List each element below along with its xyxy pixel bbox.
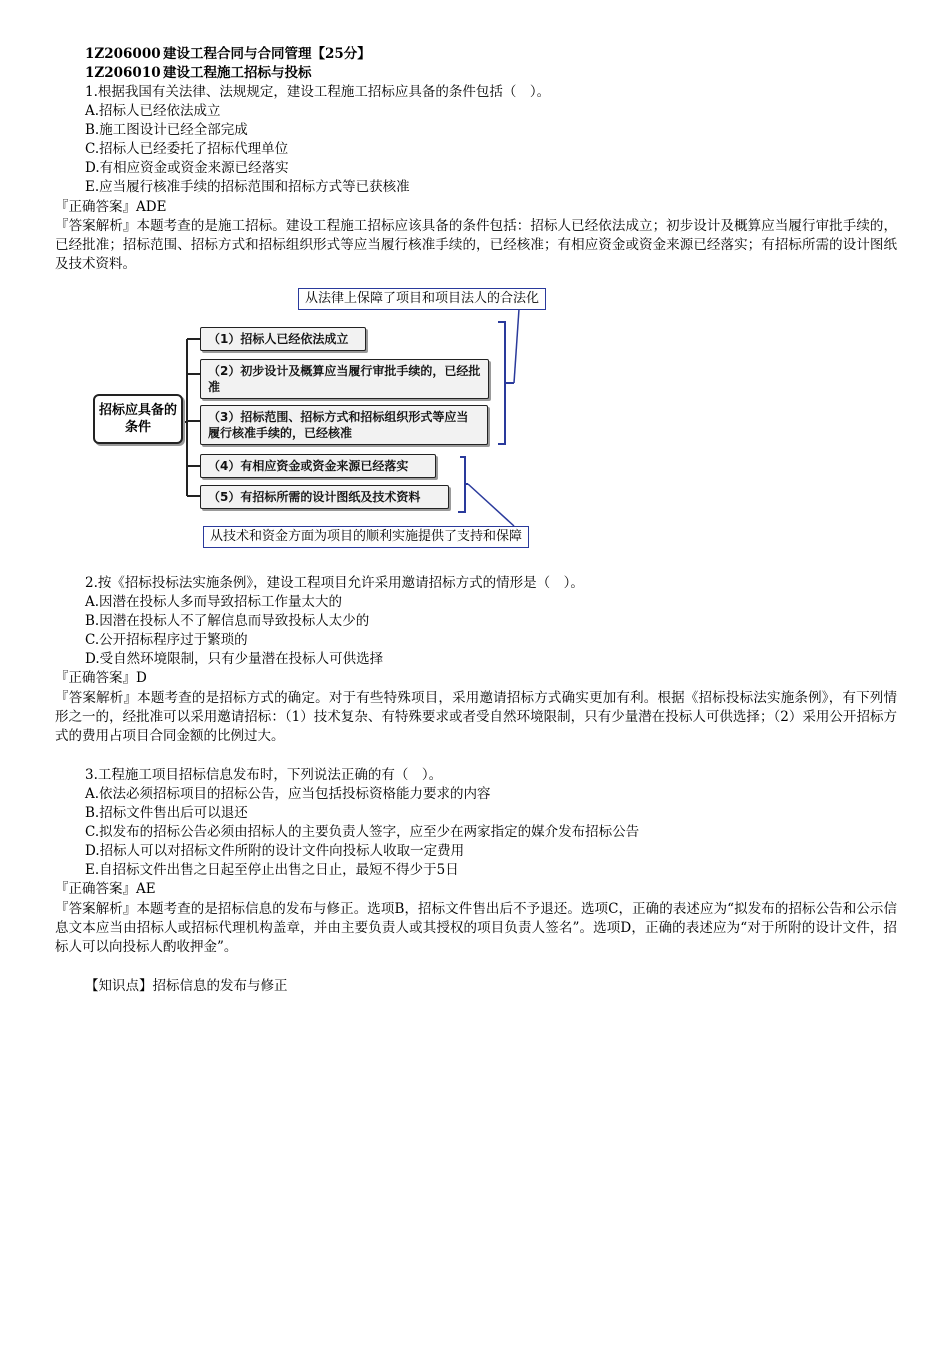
- condition-4: （4）有相应资金或资金来源已经落实: [200, 454, 436, 478]
- q1-analysis: 『答案解析』本题考查的是施工招标。建设工程施工招标应该具备的条件包括：招标人已经依法成立；初步设计及概算应当履行审批手续的，已经批准；招标范围、招标方式和招标组织形式等应当履行核准手续的，已经核准；有相应资金或资金来源已经落实；有招标所需的设计图纸及技术资料。: [55, 218, 897, 272]
- condition-2: （2）初步设计及概算应当履行审批手续的，已经批准: [200, 359, 489, 399]
- q1-answer: 『正确答案』ADE: [55, 199, 167, 215]
- bottom-bracket: [458, 457, 468, 512]
- section-title: 建设工程施工招标与投标: [163, 65, 312, 81]
- q1-option-c: C.招标人已经委托了招标代理单位: [85, 141, 289, 157]
- q2-option-d: D.受自然环境限制，只有少量潜在投标人可供选择: [85, 651, 384, 667]
- q1-option-a: A.招标人已经依法成立: [85, 103, 221, 119]
- q3-option-a: A.依法必须招标项目的招标公告，应当包括投标资格能力要求的内容: [85, 786, 491, 802]
- top-bracket-pointer: [514, 309, 519, 383]
- q2-option-a: A.因潜在投标人多而导致招标工作量太大的: [85, 594, 343, 610]
- section-code: 1Z206010: [85, 65, 161, 81]
- q3-stem: 3.工程施工项目招标信息发布时，下列说法正确的有（ ）。: [85, 767, 443, 783]
- q3-analysis: 『答案解析』本题考查的是招标信息的发布与修正。选项B，招标文件售出后不予退还。选项C，正确的表述应为“拟发布的招标公告和公示信息文本应当由招标人或招标代理机构盖章，并由主要负责人或其授权的项目负责人签名”。选项D，正确的表述应为“对于所附的设计文件，招标人可以向投标人酌收押金”。: [55, 901, 897, 955]
- q2-stem: 2.按《招标投标法实施条例》，建设工程项目允许采用邀请招标方式的情形是（ ）。: [85, 575, 584, 591]
- condition-3: （3）招标范围、招标方式和招标组织形式等应当履行核准手续的，已经核准: [200, 405, 488, 445]
- q2-answer: 『正确答案』D: [55, 670, 147, 686]
- q1-option-b: B.施工图设计已经全部完成: [85, 122, 248, 138]
- q3-option-d: D.招标人可以对招标文件所附的设计文件向投标人收取一定费用: [85, 843, 465, 859]
- tree-connector: [183, 339, 200, 496]
- q1-option-d: D.有相应资金或资金来源已经落实: [85, 160, 289, 176]
- q3-option-e: E.自招标文件出售之日起至停止出售之日止，最短不得少于5日: [85, 862, 459, 878]
- bottom-bracket-pointer: [468, 484, 514, 526]
- top-bracket: [498, 322, 514, 444]
- q1-option-e: E.应当履行核准手续的招标范围和招标方式等已获核准: [85, 179, 410, 195]
- chapter-heading: [85, 45, 371, 64]
- q3-option-b: B.招标文件售出后可以退还: [85, 805, 248, 821]
- condition-5: （5）有招标所需的设计图纸及技术资料: [200, 485, 449, 509]
- diagram-root: 招标应具备的条件: [93, 394, 183, 444]
- knowledge-point: 【知识点】招标信息的发布与修正: [85, 978, 288, 994]
- q2-option-c: C.公开招标程序过于繁琐的: [85, 632, 248, 648]
- note-legal: 从法律上保障了项目和项目法人的合法化: [298, 288, 546, 310]
- q1-stem: 1.根据我国有关法律、法规规定，建设工程施工招标应具备的条件包括（ ）。: [85, 84, 551, 100]
- q2-analysis: 『答案解析』本题考查的是招标方式的确定。对于有些特殊项目，采用邀请招标方式确实更加有利。根据《招标投标法实施条例》，有下列情形之一的，经批准可以采用邀请招标：（1）技术复杂、有特殊要求或者受自然环境限制，只有少量潜在投标人可供选择；（2）采用公开招标方式的费用占项目合同金额的比例过大。: [55, 690, 897, 744]
- condition-1: （1）招标人已经依法成立: [200, 327, 366, 351]
- note-technical: 从技术和资金方面为项目的顺利实施提供了支持和保障: [203, 526, 529, 548]
- conditions-diagram: [0, 284, 950, 554]
- q3-option-c: C.拟发布的招标公告必须由招标人的主要负责人签字，应至少在两家指定的媒介发布招标公告: [85, 824, 640, 840]
- q3-answer: 『正确答案』AE: [55, 881, 156, 897]
- section-heading: [85, 64, 312, 83]
- q2-option-b: B.因潜在投标人不了解信息而导致投标人太少的: [85, 613, 370, 629]
- chapter-code: 1Z206000: [85, 46, 161, 62]
- chapter-title: 建设工程合同与合同管理【25分】: [163, 46, 371, 62]
